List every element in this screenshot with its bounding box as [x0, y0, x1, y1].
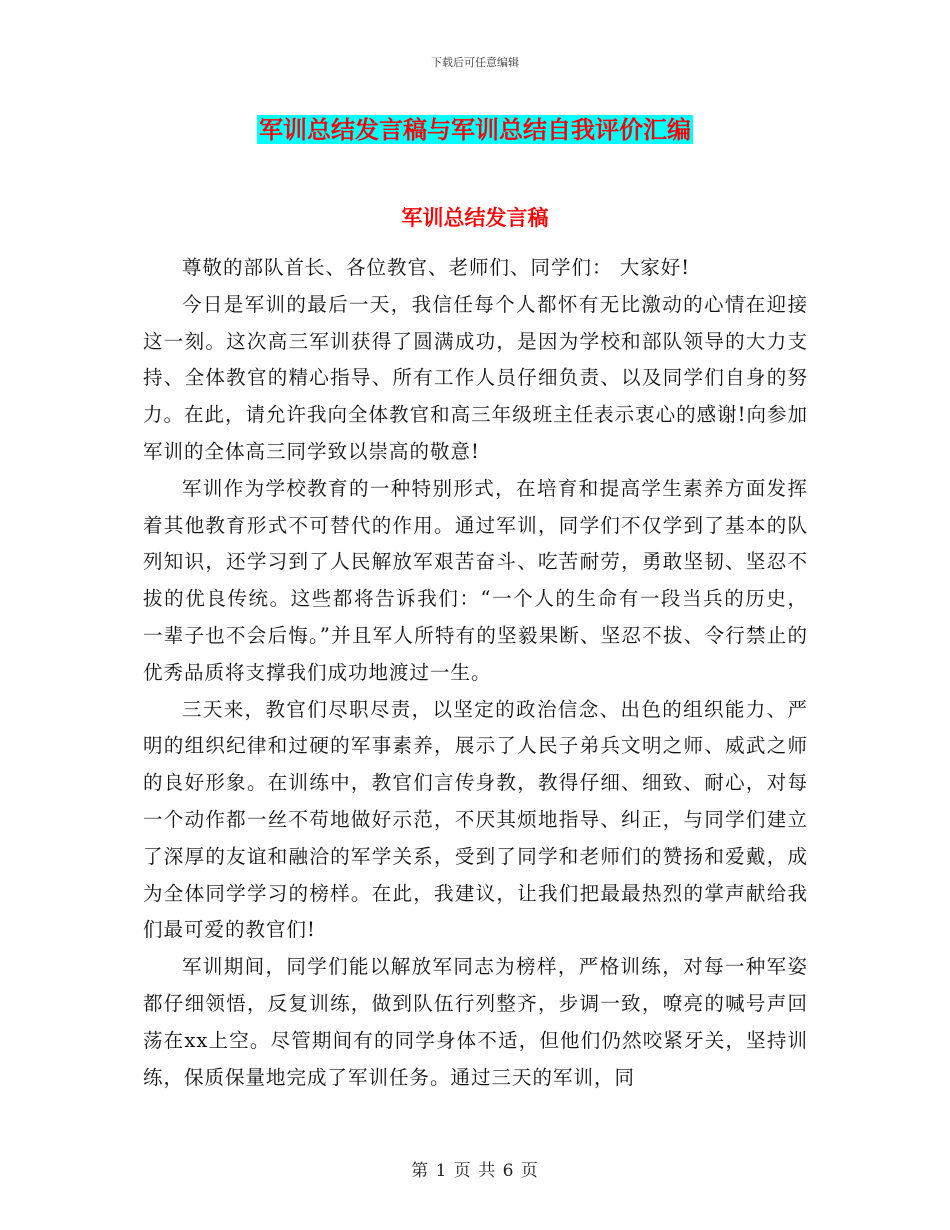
document-title-text: 军训总结发言稿与军训总结自我评价汇编 [259, 115, 691, 144]
document-title [0, 114, 950, 146]
paragraph: 军训作为学校教育的一种特别形式，在培育和提高学生素养方面发挥着其他教育形式不可替代的作用。通过军训，同学们不仅学到了基本的队列知识，还学习到了人民解放军艰苦奋斗、吃苦耐劳，勇敢坚韧、坚忍不拔的优良传统。这些都将告诉我们：“一个人的生命有一段当兵的历史，一辈子也不会后悔。”并且军人所特有的坚毅果断、坚忍不拔、令行禁止的优秀品质将支撑我们成功地渡过一生。 [143, 476, 808, 684]
paragraph-greeting: 尊敬的部队首长、各位教官、老师们、同学们： 大家好! [182, 256, 691, 279]
document-body [143, 250, 808, 1096]
section-title: 军训总结发言稿 [401, 205, 549, 230]
page-number-footer: 第 1 页 共 6 页 [411, 1161, 539, 1181]
paragraph: 军训期间，同学们能以解放军同志为榜样，严格训练，对每一种军姿都仔细领悟，反复训练，做到队伍行列整齐，步调一致，嘹亮的喊号声回荡在xx上空。尽管期间有的同学身体不适，但他们仍然咬紧牙关，坚持训练，保质保量地完成了军训任务。通过三天的军训，同 [143, 955, 808, 1089]
header-note: 下载后可任意编辑 [431, 56, 519, 69]
paragraph: 今日是军训的最后一天，我信任每个人都怀有无比激动的心情在迎接这一刻。这次高三军训获得了圆满成功，是因为学校和部队领导的大力支持、全体教官的精心指导、所有工作人员仔细负责、以及同学们自身的努力。在此，请允许我向全体教官和高三年级班主任表示衷心的感谢!向参加军训的全体高三同学致以崇高的敬意! [143, 292, 808, 463]
paragraph: 三天来，教官们尽职尽责，以坚定的政治信念、出色的组织能力、严明的组织纪律和过硬的军事素养，展示了人民子弟兵文明之师、威武之师的良好形象。在训练中，教官们言传身教，教得仔细、细致、耐心，对每一个动作都一丝不苟地做好示范，不厌其烦地指导、纠正，与同学们建立了深厚的友谊和融洽的军学关系，受到了同学和老师们的赞扬和爱戴，成为全体同学学习的榜样。在此，我建议，让我们把最最热烈的掌声献给我们最可爱的教官们! [143, 697, 808, 942]
